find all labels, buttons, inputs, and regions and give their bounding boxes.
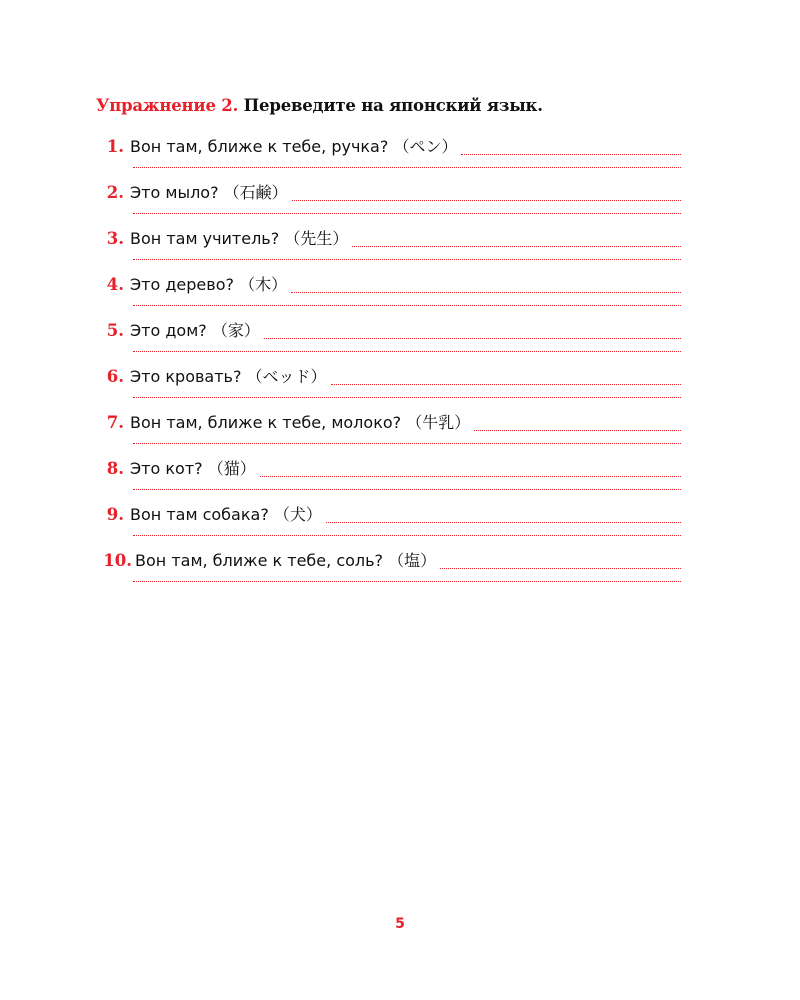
answer-line-continuation[interactable]	[133, 581, 681, 582]
exercise-item	[0, 412, 800, 458]
exercise-number: 7.	[106, 413, 124, 432]
answer-line-continuation[interactable]	[133, 489, 681, 490]
exercise-number: 8.	[106, 459, 124, 478]
answer-line[interactable]	[331, 384, 681, 385]
exercise-question: Это кровать? （ベッド）	[130, 367, 327, 386]
exercise-number: 1.	[106, 137, 124, 156]
answer-line[interactable]	[461, 154, 681, 155]
answer-line[interactable]	[440, 568, 681, 569]
answer-line-continuation[interactable]	[133, 535, 681, 536]
answer-line-continuation[interactable]	[133, 443, 681, 444]
answer-line[interactable]	[291, 292, 681, 293]
exercise-item	[0, 504, 800, 550]
answer-line[interactable]	[352, 246, 681, 247]
exercise-number: 3.	[106, 229, 124, 248]
exercise-label: Упражнение 2.	[96, 96, 239, 115]
exercise-question: Вон там собака? （犬）	[130, 505, 322, 524]
exercise-question: Вон там, ближе к тебе, соль? （塩）	[135, 551, 437, 570]
exercise-item	[0, 550, 800, 596]
exercise-item	[0, 320, 800, 366]
page-number: 5	[395, 916, 405, 932]
answer-line[interactable]	[260, 476, 681, 477]
exercise-question: Вон там учитель? （先生）	[130, 229, 349, 248]
exercise-question: Вон там, ближе к тебе, ручка? （ペン）	[130, 137, 458, 156]
exercise-item	[0, 228, 800, 274]
exercise-item	[0, 136, 800, 182]
answer-line-continuation[interactable]	[133, 351, 681, 352]
answer-line[interactable]	[292, 200, 681, 201]
answer-line-continuation[interactable]	[133, 305, 681, 306]
answer-line-continuation[interactable]	[133, 397, 681, 398]
answer-line-continuation[interactable]	[133, 213, 681, 214]
exercise-question: Это кот? （猫）	[130, 459, 256, 478]
exercise-number: 5.	[106, 321, 124, 340]
exercise-item	[0, 182, 800, 228]
exercise-number: 2.	[106, 183, 124, 202]
exercise-question: Это дерево? （木）	[130, 275, 288, 294]
answer-line[interactable]	[264, 338, 681, 339]
exercise-item	[0, 274, 800, 320]
exercise-question: Это мыло? （石鹸）	[130, 183, 288, 202]
exercise-question: Это дом? （家）	[130, 321, 260, 340]
answer-line-continuation[interactable]	[133, 167, 681, 168]
answer-line[interactable]	[474, 430, 681, 431]
exercise-item	[0, 366, 800, 412]
exercise-item	[0, 458, 800, 504]
exercise-question: Вон там, ближе к тебе, молоко? （牛乳）	[130, 413, 471, 432]
exercise-number: 10.	[103, 551, 132, 570]
exercise-heading	[96, 96, 543, 115]
exercise-number: 9.	[106, 505, 124, 524]
exercise-number: 4.	[106, 275, 124, 294]
exercise-number: 6.	[106, 367, 124, 386]
answer-line[interactable]	[326, 522, 681, 523]
exercise-instruction: Переведите на японский язык.	[243, 96, 543, 115]
answer-line-continuation[interactable]	[133, 259, 681, 260]
